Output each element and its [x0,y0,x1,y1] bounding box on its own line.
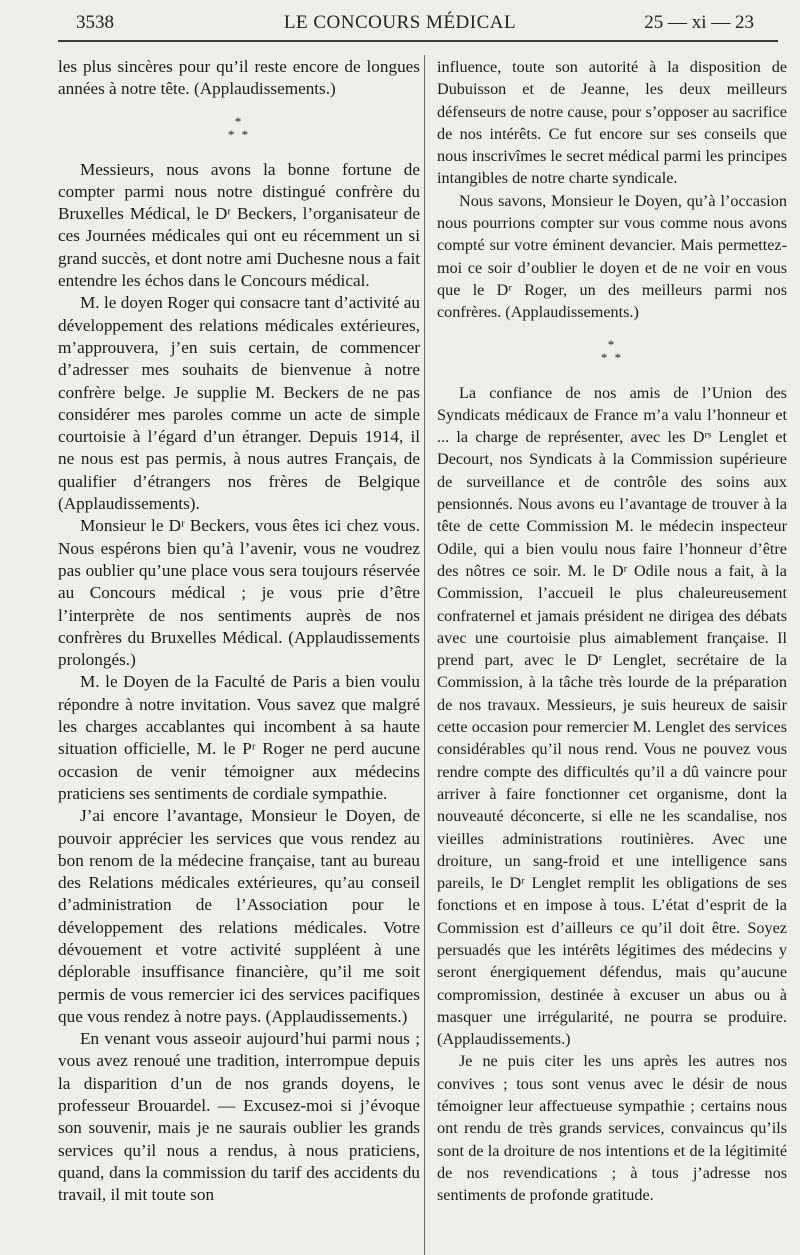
left-paragraph-5: M. le Doyen de la Faculté de Paris a bien voulu répondre à notre invitation. Vous savez que malgré les charges accablantes qui incombent à sa haute situation officielle, M. le Pʳ Roger ne perd aucune occasion de venir témoigner aux médecins praticiens ses sentiments de cordiale sympathie. [58,672,420,803]
page-number: 3538 [76,12,114,33]
column-divider [424,55,425,1255]
issue-date: 25 — xi — 23 [644,12,754,33]
right-paragraph-4: Je ne puis citer les uns après les autres nos convives ; tous sont venus avec le désir de nous témoigner leur affectueuse sympathie ; certains nous ont rendu de très grands services, convaincus qu’ils sont de la droiture de nos intentions et de la légitimité de nos revendications ; à tous j’adresse nos sentiments de profonde gratitude. [437,1052,787,1205]
section-separator: * * * [600,336,624,365]
header-rule [58,40,778,42]
left-paragraph-7: En venant vous asseoir aujourd’hui parmi nous ; vous avez renoué une tradition, interrompue depuis la disparition d’un de nos grands doyens, le professeur Brouardel. — Excusez-moi si j’évoque son souvenir, mais je ne saurais oublier les grands services qu’il nous a rendus, à nous praticiens, quand, dans la commission du tarif des accidents du travail, il mit toute son [58,1029,420,1205]
section-separator: * * * [227,113,251,142]
left-paragraph-4: Monsieur le Dʳ Beckers, vous êtes ici chez vous. Nous espérons bien qu’à l’avenir, vous ne voudrez pas oublier qu’une place vous sera toujours réservée au Concours médical ; je vous prie d’être l’interprète de nos sentiments auprès de nos confrères du Bruxelles Médical. (Applaudissements prolongés.) [58,516,420,670]
left-paragraph-3: M. le doyen Roger qui consacre tant d’activité au développement des relations médicales extérieures, m’approuvera, j’en suis certain, de commencer d’adresser mes souhaits de bienvenue à notre confrère belge. Je supplie M. Beckers de ne pas considérer mes paroles comme un acte de simple courtoisie à l’égard d’un étranger. Depuis 1914, il ne nous est pas permis, à nous autres Français, de qualifier d’étrangers nos frères de Belgique (Applaudissements). [58,293,420,514]
right-paragraph-1: influence, toute son autorité à la disposition de Dubuisson et de Jeanne, les deux meilleurs défenseurs de notre cause, pour s’opposer au sacrifice de nos intérêts. Ce fut encore sur ses conseils que nous inscrivîmes le secret médical parmi les principes intangibles de notre charte syndicale. [437,58,787,188]
left-paragraph-1: les plus sincères pour qu’il reste encore de longues années à notre tête. (Applaudissements.) [58,57,420,99]
page-header [0,8,800,34]
journal-title: LE CONCOURS MÉDICAL [283,12,517,33]
right-paragraph-2: Nous savons, Monsieur le Doyen, qu’à l’occasion nous pourrions compter sur vous comme nous avons compté sur votre éminent devancier. Mais permettez-moi ce soir d’oublier le doyen et de ne voir en vous que le Dʳ Roger, un des meilleurs parmi nos confrères. (Applaudissements.) [437,191,787,322]
left-paragraph-6: J’ai encore l’avantage, Monsieur le Doyen, de pouvoir apprécier les services que vous rendez au bon renom de la médecine française, tant au bureau des Relations médicales extérieures, qu’au conseil d’administration de l’Association pour le développement des relations médicales. Votre dévouement et votre activité suppléent à une déplorable insuffisance financière, qu’il me soit permis de vous remercier ici des services pacifiques que vous rendez à notre pays. (Applaudissements.) [58,806,420,1026]
right-column [437,56,787,1207]
left-column [58,56,420,1207]
left-paragraph-2: Messieurs, nous avons la bonne fortune de compter parmi nous notre distingué confrère du Bruxelles Médical, le Dʳ Beckers, l’organisateur de ces Journées médicales qui ont eu récemment un si grand succès, et dont notre ami Duchesne nous a fait entendre les échos dans le Concours médical. [58,159,420,291]
right-paragraph-3: La confiance de nos amis de l’Union des Syndicats médicaux de France m’a valu l’honneur et ... la charge de représenter, avec les Dʳˢ Lenglet et Decourt, nos Syndicats à la Commission supérieure de surveillance et de contrôle des soins aux pensionnés. Nous avons eu l’avantage de trouver à la tête de cette Commission M. le médecin inspecteur Odile, qui a bien voulu nous faire l’honneur d’être des nôtres ce soir. M. le Dʳ Odile nous a fait, à la Commission, l’accueil le plus chaleureusement confraternel et jamais président ne dirigea des débats avec une courtoisie plus aimablement française. Il prend part, avec le Dʳ Lenglet, secrétaire de la Commission, à la tâche très lourde de la préparation de nos travaux. Messieurs, je suis heureux de saisir cette occasion pour remercier M. Lenglet des services considérables qu’il nous rend. Vous ne pouvez vous rendre compte des difficultés qu’il a dû vaincre pour arriver à faire fonctionner cet organisme, dont la nouveauté déconcerte, si elle ne les scandalise, nos vieilles administrations routinières. Avec une droiture, un sang-froid et une intelligence sans pareils, le Dʳ Lenglet remplit les obligations de ses fonctions et en impose à tous. L’état d’esprit de la Commission est d’ailleurs ce qu’il doit être. Soyez persuadés que les intérêts légitimes des médecins y seront énergiquement défendus, mais qu’aucune compromission, destinée à excuser un abus ou à masquer une irrégularité, ne pourra se produire. (Applaudissements.) [437,383,787,1049]
